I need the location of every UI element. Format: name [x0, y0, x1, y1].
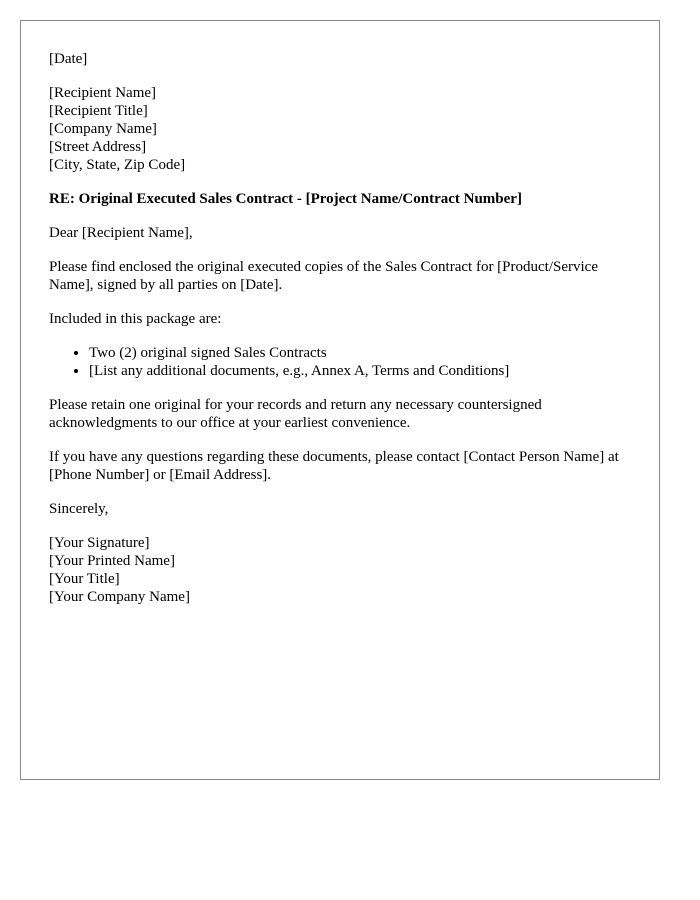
sender-signature: [Your Signature] [49, 535, 150, 551]
package-item-contracts: • Two (2) original signed Sales Contracts [89, 344, 631, 362]
recipient-street: [Street Address] [49, 139, 147, 155]
retention-paragraph: Please retain one original for your records and return any necessary countersigned acknowledgments to our office at your earliest convenience. [49, 397, 542, 431]
enclosure-paragraph: Please find enclosed the original executed copies of the Sales Contract for [Product/Service Name], signed by all parties on [Date]. [49, 259, 598, 293]
recipient-company: [Company Name] [49, 121, 157, 137]
sender-title: [Your Title] [49, 571, 120, 587]
package-list [49, 344, 631, 380]
recipient-title: [Recipient Title] [49, 103, 148, 119]
closing: Sincerely, [49, 501, 109, 517]
salutation: Dear [Recipient Name], [49, 225, 193, 241]
sender-company: [Your Company Name] [49, 589, 190, 605]
recipient-address-block [49, 84, 631, 174]
recipient-city-state-zip: [City, State, Zip Code] [49, 157, 186, 173]
contact-paragraph: If you have any questions regarding these documents, please contact [Contact Person Name] at [Phone Number] or [Email Address]. [49, 449, 619, 483]
recipient-name: [Recipient Name] [49, 85, 157, 101]
package-item-additional: • [List any additional documents, e.g., Annex A, Terms and Conditions] [89, 362, 631, 380]
sender-printed-name: [Your Printed Name] [49, 553, 175, 569]
date-line: [Date] [49, 51, 88, 67]
package-intro: Included in this package are: [49, 311, 222, 327]
letter-page [20, 20, 660, 780]
subject-line: RE: Original Executed Sales Contract - [Project Name/Contract Number] [49, 191, 522, 207]
sender-signature-block [49, 534, 631, 606]
